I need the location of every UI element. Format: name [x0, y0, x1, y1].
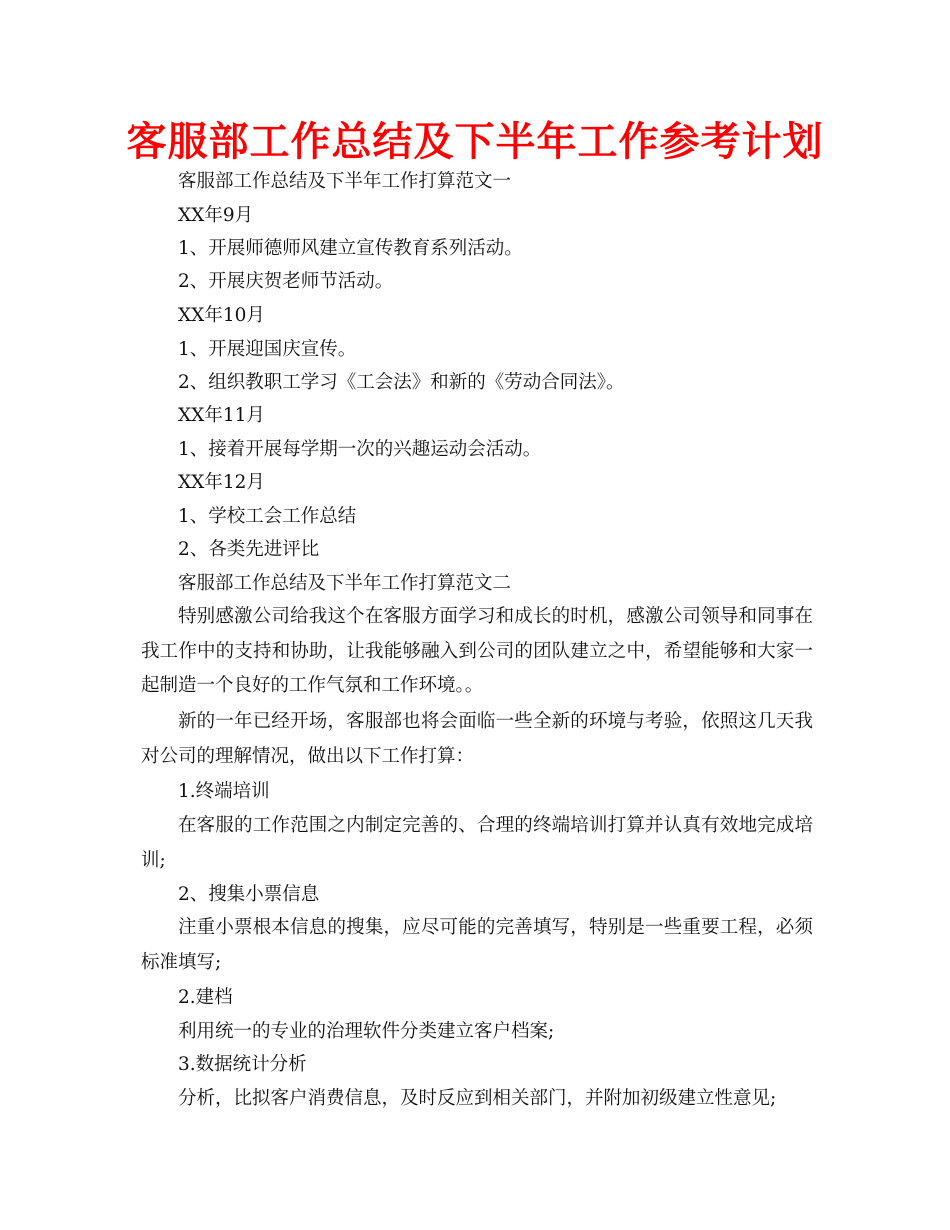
list-item: 1、开展迎国庆宣传。	[178, 339, 357, 360]
list-item: 2、开展庆贺老师节活动。	[178, 271, 394, 292]
month-heading: XX年12月	[178, 472, 265, 493]
section-heading: 3.数据统计分析	[178, 1054, 307, 1075]
paragraph: 新的一年已经开场，客服部也将会面临一些全新的环境与考验，依照这几天我对公司的理解情况，做出以下工作打算：	[141, 711, 813, 767]
section-text: 分析，比拟客户消费信息，及时反应到相关部门，并附加初级建立性意见;	[178, 1088, 777, 1109]
list-item: 1、开展师德师风建立宣传教育系列活动。	[178, 238, 523, 259]
list-item: 2、各类先进评比	[178, 539, 320, 560]
list-item: 1、学校工会工作总结	[178, 506, 357, 527]
month-heading: XX年11月	[178, 405, 265, 426]
month-heading: XX年9月	[178, 205, 254, 226]
section-text: 注重小票根本信息的搜集，应尽可能的完善填写，特别是一些重要工程，必须标准填写;	[141, 917, 813, 973]
list-item: 1、接着开展每学期一次的兴趣运动会活动。	[178, 439, 542, 460]
section-heading: 2、搜集小票信息	[178, 884, 320, 905]
section-heading: 1.终端培训	[178, 781, 270, 802]
month-heading: XX年10月	[178, 305, 265, 326]
section-text: 利用统一的专业的治理软件分类建立客户档案;	[178, 1021, 555, 1042]
subtitle-line: 客服部工作总结及下半年工作打算范文二	[178, 573, 512, 594]
document-title: 客服部工作总结及下半年工作参考计划	[126, 119, 824, 165]
subtitle-line: 客服部工作总结及下半年工作打算范文一	[178, 171, 512, 192]
section-heading: 2.建档	[178, 987, 233, 1008]
list-item: 2、组织教职工学习《工会法》和新的《劳动合同法》。	[178, 372, 625, 393]
section-text: 在客服的工作范围之内制定完善的、合理的终端培训打算并认真有效地完成培训;	[141, 815, 813, 871]
paragraph: 特别感激公司给我这个在客服方面学习和成长的时机，感激公司领导和同事在我工作中的支持和协助，让我能够融入到公司的团队建立之中，希望能够和大家一起制造一个良好的工作气氛和工作环境。。	[141, 606, 813, 696]
